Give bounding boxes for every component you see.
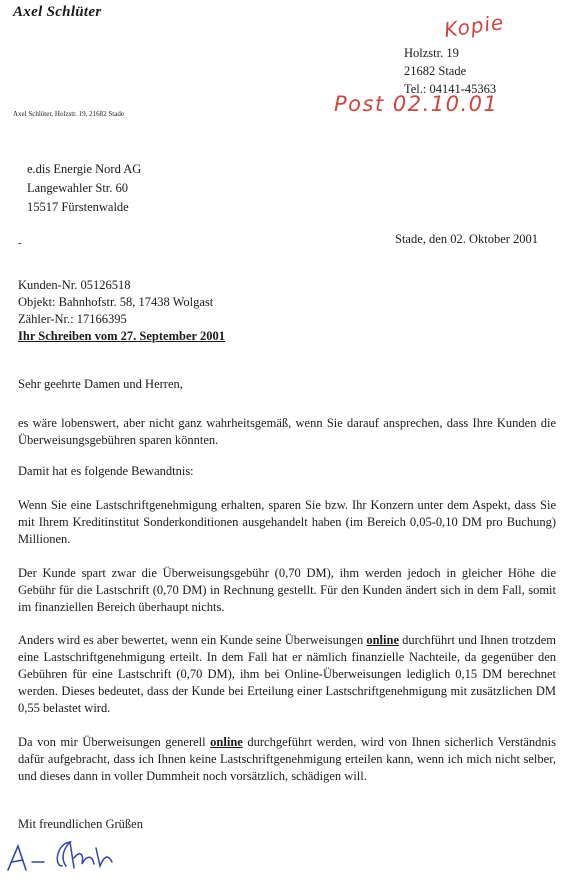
paragraph-5 [18,632,556,717]
sender-name: Axel Schlüter [13,4,102,20]
copy-stamp: Kopie [442,9,506,43]
handwritten-signature [4,836,144,881]
paragraph-1: es wäre lobenswert, aber nicht ganz wahrheitsgemäß, wenn Sie darauf ansprechen, dass Ihre Kunden die Überweisungsgebühren sparen könnten. [18,416,556,447]
recipient-city: 15517 Fürstenwalde [27,200,129,214]
paragraph-4: Der Kunde spart zwar die Überweisungsgebühr (0,70 DM), ihm werden jedoch in gleicher Höhe die Gebühr für die Lastschrift (0,70 DM) in Rechnung gestellt. Für den Kunden ändert sich in dem Fall, somit im finanziellen Bereich überhaupt nichts. [18,566,556,614]
object-address: Objekt: Bahnhofstr. 58, 17438 Wolgast [18,295,214,309]
paragraph-3: Wenn Sie eine Lastschriftgenehmigung erhalten, sparen Sie bzw. Ihr Konzern unter dem Aspekt, dass Sie mit Ihrem Kreditinstitut Sonderkonditionen ausgehandelt haben (im Bereich 0,05-0,10 DM pro Buchung) Millionen. [18,498,556,546]
online-emphasis: online [210,735,243,749]
sender-address [404,44,496,98]
paragraph-5-part-2: durchführt und Ihnen trotzdem eine Lastschriftgenehmigung erteilt. In dem Fall hat er nämlich finanzielle Nachteile, da gegenüber den Gebühren für eine Lastschrift (0,70 DM), ihm bei Online-Überweisungen lediglich 0,15 DM berechnet werden. Dieses bedeutet, dass der Kunde bei Erteilung einer Lastschriftgenehmigung mit zusätzlichen DM 0,55 belastet wird. [18,633,556,715]
paragraph-6 [18,734,556,785]
recipient-street: Langewahler Str. 60 [27,181,129,195]
letter-date: Stade, den 02. Oktober 2001 [395,232,539,246]
paragraph-6-part-1: Da von mir Überweisungen generell [18,735,211,749]
sender-phone: Tel.: 04141-45363 [404,82,497,96]
subject-line: Ihr Schreiben vom 27. September 2001 [18,329,225,343]
signature-drawing [4,836,144,876]
post-stamp: Post 02.10.01 [334,92,499,116]
salutation: Sehr geehrte Damen und Herren, [18,377,183,391]
recipient-address [27,160,141,217]
closing-phrase: Mit freundlichen Grüßen [18,817,143,831]
sender-city: 21682 Stade [404,64,467,78]
divider-mark: - [18,238,22,249]
reference-block [18,277,225,345]
sender-street: Holzstr. 19 [404,46,459,60]
paragraph-6-part-2: durchgeführt werden, wird von Ihnen sicherlich Verständnis dafür aufgebracht, dass ich Ihnen keine Lastschriftgenehmigung erteilen kann, wenn ich mich nicht selber, und dieses dann in voller Dummheit noch vorsätzlich, schädigen will. [18,735,557,783]
paragraph-5-part-1: Anders wird es aber bewertet, wenn ein Kunde seine Überweisungen [18,633,367,647]
online-emphasis: online [366,633,400,647]
paragraph-2: Damit hat es folgende Bewandtnis: [18,464,194,478]
meter-number: Zähler-Nr.: 17166395 [18,312,127,326]
customer-number: Kunden-Nr. 05126518 [18,278,131,292]
return-address-line: Axel Schlüter, Holzstr. 19, 21682 Stade [13,110,124,118]
recipient-company: e.dis Energie Nord AG [27,162,142,176]
